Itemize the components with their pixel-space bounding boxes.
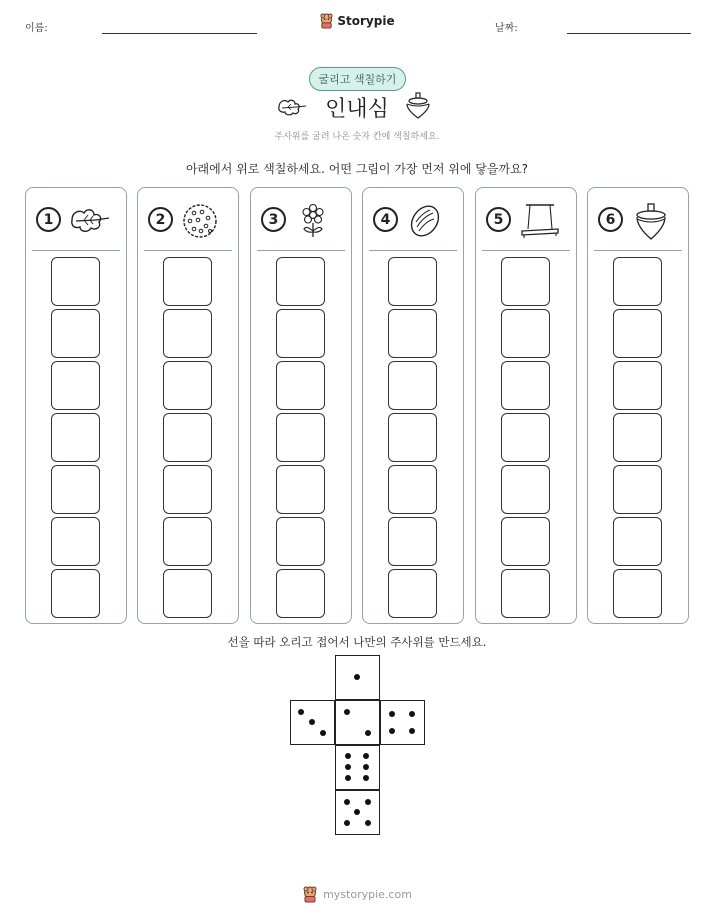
pip	[354, 809, 360, 815]
color-box[interactable]	[388, 569, 437, 618]
color-box[interactable]	[501, 309, 550, 358]
column-3	[250, 187, 352, 624]
dice-face-2	[335, 700, 380, 745]
storypie-mascot-icon	[302, 886, 318, 903]
number-badge: 4	[373, 207, 398, 232]
name-line[interactable]	[102, 33, 257, 34]
color-box[interactable]	[276, 413, 325, 462]
color-box[interactable]	[276, 465, 325, 514]
column-header	[363, 202, 463, 238]
page-subtitle: 주사위를 굴려 나온 숫자 칸에 색칠하세요.	[274, 132, 440, 142]
pip	[409, 711, 415, 717]
date-line[interactable]	[567, 33, 691, 34]
color-box[interactable]	[51, 465, 100, 514]
activity-tag: 굴리고 색칠하기	[309, 67, 406, 91]
spinning-top-icon	[630, 203, 672, 241]
brand-logo	[0, 13, 714, 29]
column-divider	[257, 250, 345, 251]
pip	[363, 775, 369, 781]
color-box[interactable]	[51, 361, 100, 410]
dice-face-5	[335, 790, 380, 835]
color-box[interactable]	[501, 465, 550, 514]
pip	[320, 730, 326, 736]
color-box[interactable]	[51, 257, 100, 306]
color-box[interactable]	[163, 569, 212, 618]
dice-face-4	[380, 700, 425, 745]
dice-face-1	[335, 655, 380, 700]
leaf-icon	[68, 203, 112, 237]
color-box[interactable]	[163, 361, 212, 410]
color-box[interactable]	[51, 309, 100, 358]
storypie-mascot-icon	[319, 13, 334, 29]
color-box[interactable]	[51, 569, 100, 618]
column-header	[138, 202, 238, 238]
pip	[344, 799, 350, 805]
color-box[interactable]	[163, 309, 212, 358]
color-box[interactable]	[501, 517, 550, 566]
color-box[interactable]	[501, 257, 550, 306]
column-divider	[482, 250, 570, 251]
pip	[363, 753, 369, 759]
color-box[interactable]	[163, 465, 212, 514]
color-box[interactable]	[276, 361, 325, 410]
pip	[344, 820, 350, 826]
number-badge: 2	[148, 207, 173, 232]
color-box[interactable]	[613, 361, 662, 410]
number-badge: 3	[261, 207, 286, 232]
pip	[365, 820, 371, 826]
column-divider	[144, 250, 232, 251]
color-box[interactable]	[388, 465, 437, 514]
swing-icon	[518, 203, 562, 241]
color-box[interactable]	[613, 309, 662, 358]
pip	[389, 711, 395, 717]
column-header	[476, 202, 576, 238]
color-box[interactable]	[501, 569, 550, 618]
page-title: 인내심	[325, 97, 389, 122]
footer	[0, 886, 714, 903]
name-label: 이름:	[25, 23, 48, 34]
footer-url[interactable]: mystorypie.com	[323, 888, 412, 901]
color-box[interactable]	[613, 517, 662, 566]
number-badge: 5	[486, 207, 511, 232]
number-badge: 6	[598, 207, 623, 232]
column-5	[475, 187, 577, 624]
column-2	[137, 187, 239, 624]
color-box[interactable]	[51, 413, 100, 462]
color-box[interactable]	[276, 517, 325, 566]
spinning-top-icon	[404, 92, 432, 120]
color-box[interactable]	[163, 517, 212, 566]
pip	[365, 730, 371, 736]
color-box[interactable]	[501, 361, 550, 410]
color-box[interactable]	[276, 309, 325, 358]
pip	[298, 709, 304, 715]
column-1	[25, 187, 127, 624]
column-6	[587, 187, 689, 624]
color-box[interactable]	[276, 257, 325, 306]
pip	[354, 674, 360, 680]
pip	[389, 728, 395, 734]
number-badge: 1	[36, 207, 61, 232]
pip	[345, 775, 351, 781]
brand-name: Storypie	[337, 14, 395, 28]
column-header	[251, 202, 351, 238]
dice-face-3	[290, 700, 335, 745]
color-box[interactable]	[388, 361, 437, 410]
color-box[interactable]	[613, 413, 662, 462]
flower-icon	[293, 203, 333, 239]
color-box[interactable]	[501, 413, 550, 462]
cookie-icon	[180, 203, 220, 239]
color-box[interactable]	[163, 257, 212, 306]
seed-icon	[405, 203, 445, 239]
column-divider	[369, 250, 457, 251]
color-box[interactable]	[276, 569, 325, 618]
color-box[interactable]	[613, 569, 662, 618]
pip	[345, 753, 351, 759]
column-divider	[594, 250, 682, 251]
column-header	[588, 202, 688, 238]
pip	[363, 764, 369, 770]
game-instruction: 아래에서 위로 색칠하세요. 어떤 그림이 가장 먼저 위에 닿을까요?	[185, 162, 529, 176]
pip	[344, 709, 350, 715]
pip	[409, 728, 415, 734]
column-divider	[32, 250, 120, 251]
column-4	[362, 187, 464, 624]
color-box[interactable]	[388, 517, 437, 566]
color-box[interactable]	[388, 257, 437, 306]
pip	[365, 799, 371, 805]
color-box[interactable]	[388, 309, 437, 358]
dice-face-6	[335, 745, 380, 790]
color-box[interactable]	[388, 413, 437, 462]
color-box[interactable]	[163, 413, 212, 462]
color-box[interactable]	[613, 257, 662, 306]
date-label: 날짜:	[495, 23, 518, 34]
dice-instruction: 선을 따라 오리고 접어서 나만의 주사위를 만드세요.	[227, 635, 487, 649]
pip	[345, 764, 351, 770]
pip	[309, 719, 315, 725]
column-header	[26, 202, 126, 238]
color-box[interactable]	[51, 517, 100, 566]
color-box[interactable]	[613, 465, 662, 514]
